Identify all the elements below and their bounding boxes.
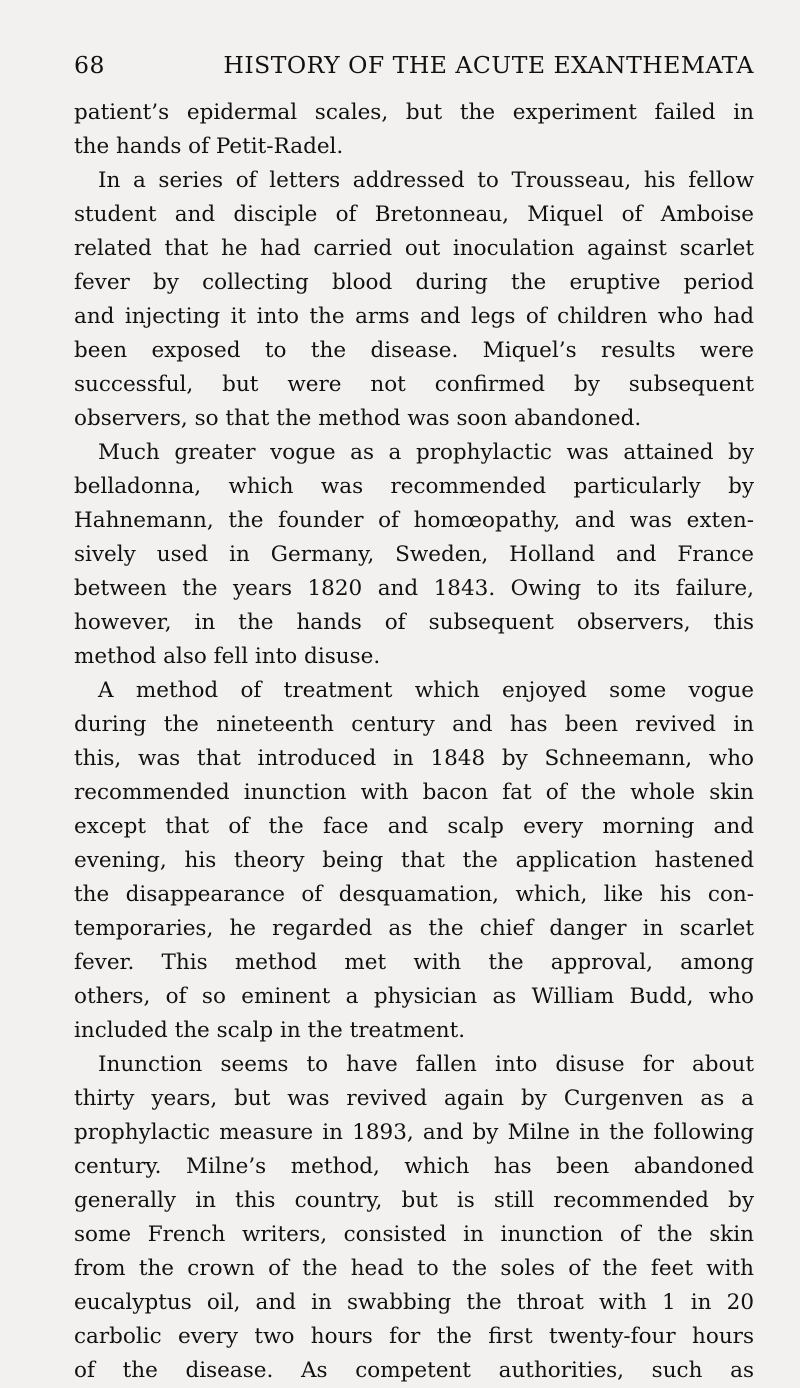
- text-line: and injecting it into the arms and legs of children who had: [74, 304, 754, 329]
- text-line: Inunction seems to have fallen into disuse for about: [98, 1052, 754, 1077]
- text-line: century. Milne’s method, which has been abandoned: [74, 1154, 754, 1179]
- text-line: generally in this country, but is still recommended by: [74, 1188, 754, 1213]
- text-line: carbolic every two hours for the first twenty-four hours: [74, 1324, 754, 1349]
- text-line: this, was that introduced in 1848 by Schneemann, who: [74, 746, 754, 771]
- text-line: related that he had carried out inoculation against scarlet: [74, 236, 754, 261]
- text-line: Hahnemann, the founder of homœopathy, and was exten-: [74, 508, 754, 533]
- text-line: sively used in Germany, Sweden, Holland and France: [74, 542, 754, 567]
- text-line: included the scalp in the treatment.: [74, 1018, 466, 1043]
- text-line: temporaries, he regarded as the chief danger in scarlet: [74, 916, 754, 941]
- text-line: been exposed to the disease. Miquel’s results were: [74, 338, 754, 363]
- text-line: between the years 1820 and 1843. Owing to its failure,: [74, 576, 754, 601]
- text-line: evening, his theory being that the application hastened: [74, 848, 754, 873]
- text-line: however, in the hands of subsequent observers, this: [74, 610, 754, 635]
- text-line: fever. This method met with the approval, among: [74, 950, 754, 975]
- text-line: except that of the face and scalp every morning and: [74, 814, 754, 839]
- text-line: thirty years, but was revived again by Curgenven as a: [74, 1086, 754, 1111]
- text-line: eucalyptus oil, and in swabbing the throat with 1 in 20: [74, 1290, 754, 1315]
- text-line: observers, so that the method was soon abandoned.: [74, 406, 642, 431]
- text-line: the hands of Petit-Radel.: [74, 134, 344, 159]
- running-title: HISTORY OF THE ACUTE EXANTHEMATA: [223, 51, 754, 79]
- text-line: fever by collecting blood during the eruptive period: [74, 270, 754, 295]
- text-line: successful, but were not confirmed by subsequent: [74, 372, 754, 397]
- text-line: during the nineteenth century and has been revived in: [74, 712, 754, 737]
- text-line: some French writers, consisted in inunction of the skin: [74, 1222, 754, 1247]
- text-line: student and disciple of Bretonneau, Miquel of Amboise: [74, 202, 754, 227]
- body-text: [74, 96, 754, 1388]
- text-line: of the disease. As competent authorities, such as: [74, 1358, 754, 1383]
- text-line: method also fell into disuse.: [74, 644, 381, 669]
- text-line: others, of so eminent a physician as William Budd, who: [74, 984, 754, 1009]
- text-line: Much greater vogue as a prophylactic was attained by: [98, 440, 754, 465]
- text-line: In a series of letters addressed to Trousseau, his fellow: [98, 168, 754, 193]
- page-number: 68: [74, 51, 105, 79]
- text-line: recommended inunction with bacon fat of the whole skin: [74, 780, 754, 805]
- page-header: [74, 50, 754, 80]
- text-line: the disappearance of desquamation, which, like his con-: [74, 882, 754, 907]
- text-line: patient’s epidermal scales, but the experiment failed in: [74, 100, 754, 125]
- text-line: from the crown of the head to the soles of the feet with: [74, 1256, 754, 1281]
- text-line: belladonna, which was recommended particularly by: [74, 474, 754, 499]
- text-line: prophylactic measure in 1893, and by Milne in the following: [74, 1120, 754, 1145]
- text-line: A method of treatment which enjoyed some vogue: [98, 678, 754, 703]
